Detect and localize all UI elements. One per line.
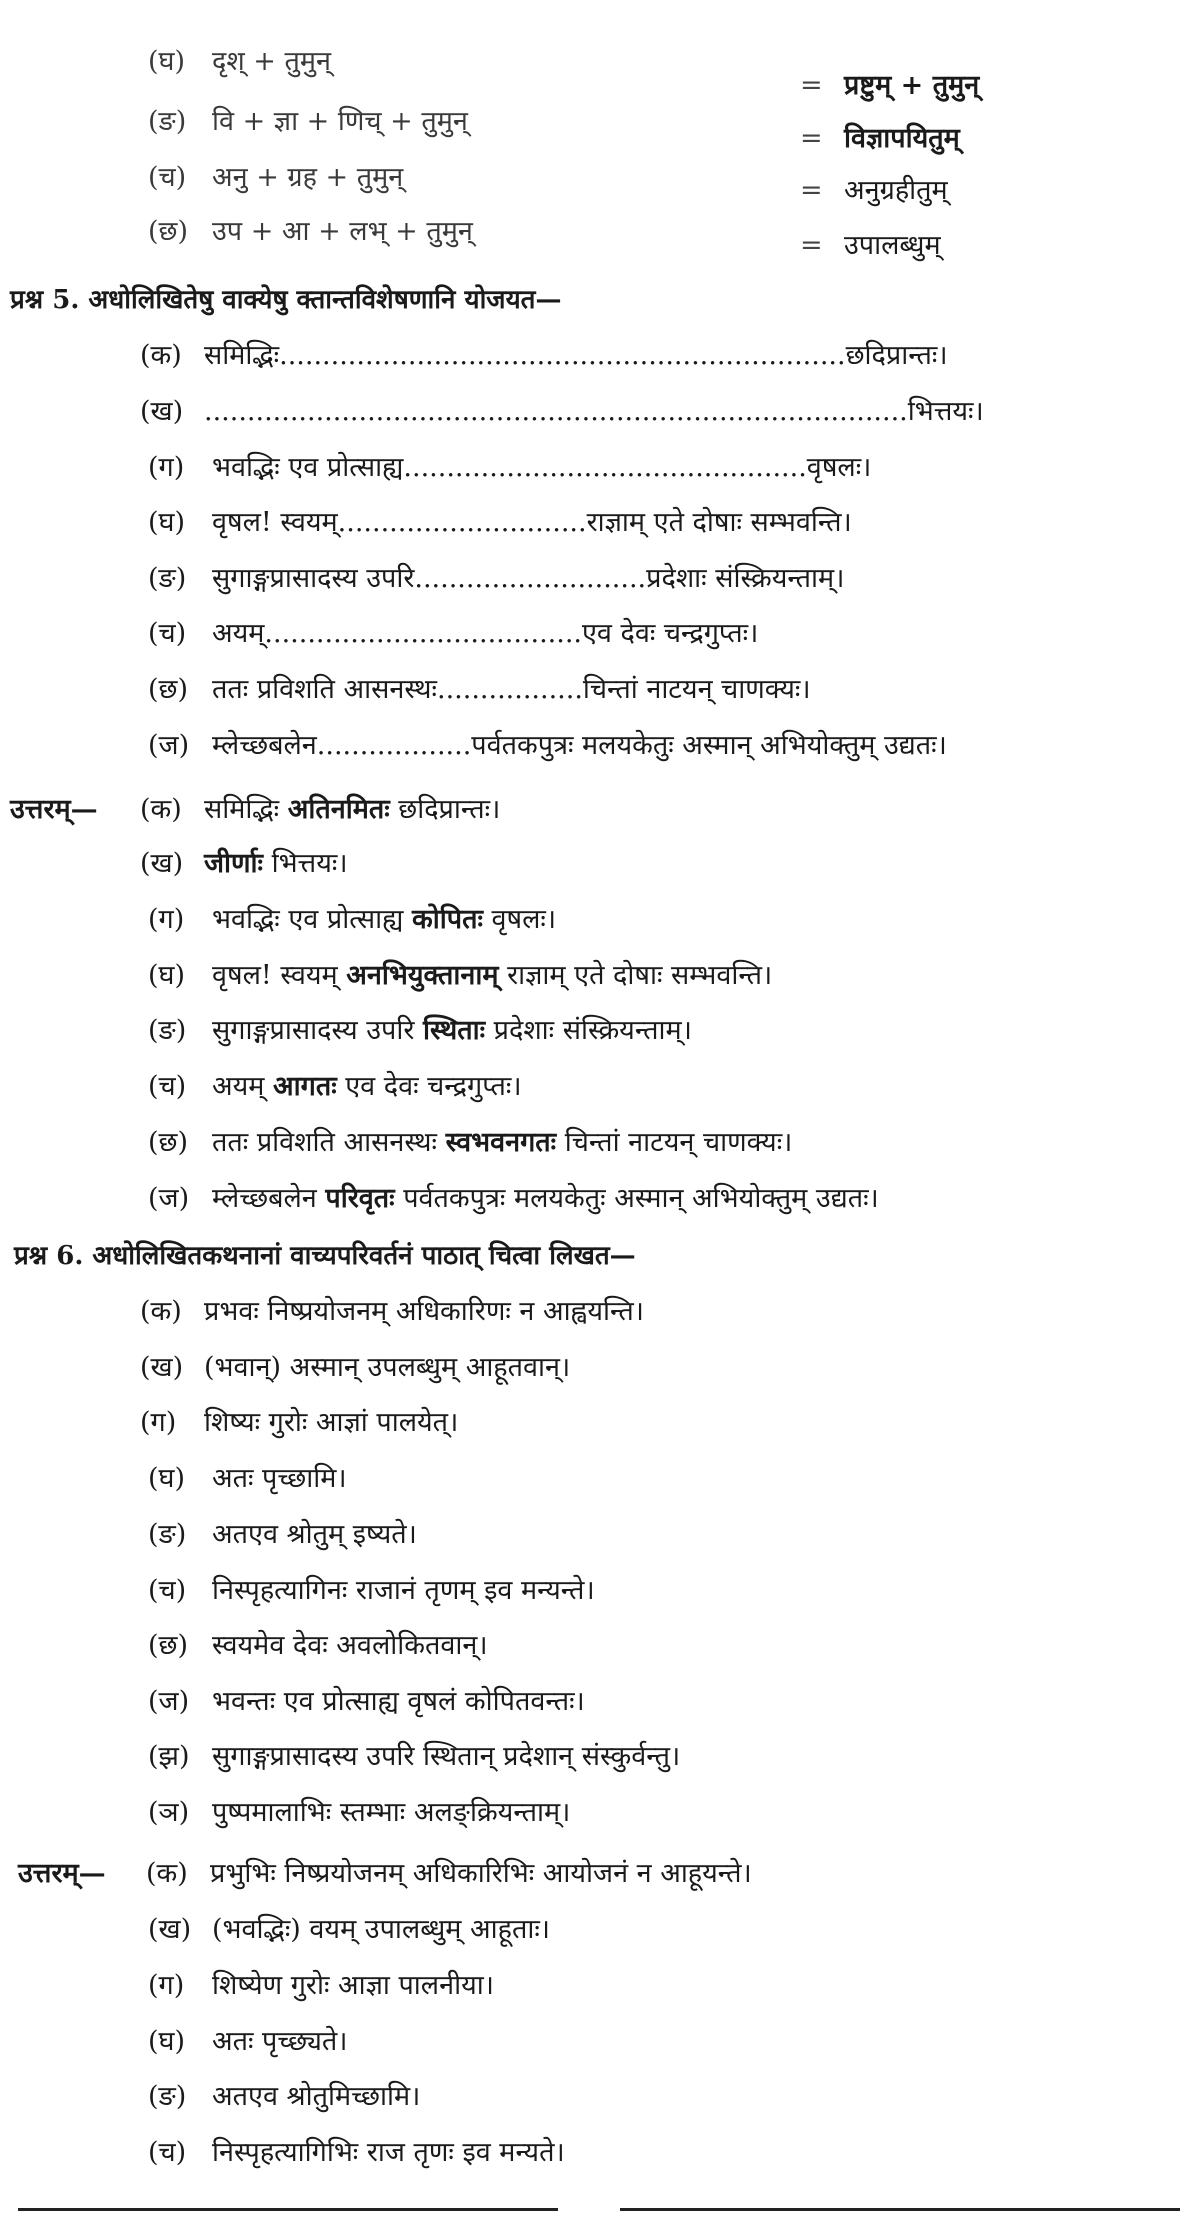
answer-bold: स्वभवनगतः	[445, 1127, 557, 1158]
item-label: (ङ)	[148, 106, 187, 137]
item-text: भवद्भिः एव प्रोत्साह्य...............................................वृषलः।	[212, 452, 872, 483]
top-item-chha	[148, 214, 473, 250]
q6-item-gha	[148, 1461, 347, 1497]
answer-after: चिन्तां नाटयन् चाणक्यः।	[556, 1127, 793, 1158]
q5-answer-nga	[148, 1013, 692, 1049]
question-6-title: प्रश्न 6. अधोलिखितकथनानां वाच्यपरिवर्तनं पाठात् चित्वा लिखत—	[14, 1241, 636, 1271]
top-item-gha	[148, 44, 331, 80]
result-text: अनुग्रहीतुम्	[844, 175, 948, 206]
answer-text: अतः पृच्छ्यते।	[212, 2026, 348, 2057]
item-text: भवन्तः एव प्रोत्साह्य वृषलं कोपितवन्तः।	[212, 1686, 585, 1717]
q5-item-cha	[148, 616, 758, 652]
item-label: (छ)	[148, 1630, 188, 1661]
item-label: (ज)	[148, 1686, 190, 1717]
item-text: अयम्.....................................एव देवः चन्द्रगुप्तः।	[212, 618, 759, 649]
q6-item-chha	[148, 1628, 488, 1664]
result-text: विज्ञापयितुम्	[844, 123, 960, 154]
answer-before: वृषल! स्वयम्	[212, 960, 347, 991]
item-label: (झ)	[148, 1741, 190, 1772]
item-text: पुष्पमालाभिः स्तम्भाः अलङ्क्रियन्ताम्।	[212, 1797, 571, 1828]
item-label: (च)	[148, 162, 187, 193]
item-text: अतः पृच्छामि।	[212, 1463, 347, 1494]
result-text: उपालब्धुम्	[844, 230, 941, 261]
footer-rule-left	[18, 2208, 558, 2211]
answer-before: म्लेच्छबलेन	[212, 1183, 326, 1214]
answer-after: प्रदेशाः संस्क्रियन्ताम्।	[485, 1015, 692, 1046]
item-text: उप + आ + लभ् + तुमुन्	[212, 216, 473, 247]
answer-before: सुगाङ्गप्रासादस्य उपरि	[212, 1015, 423, 1046]
item-label: (क)	[146, 1858, 188, 1889]
answer-text: (भवद्भिः) वयम् उपालब्धुम् आहूताः।	[212, 1914, 551, 1945]
answer-text: शिष्येण गुरोः आज्ञा पालनीया।	[212, 1970, 494, 2001]
q6-item-jha	[148, 1739, 680, 1775]
q5-answer-ka	[10, 792, 500, 828]
answer-prefix: उत्तरम्—	[18, 1858, 106, 1889]
answer-after: भित्तयः।	[263, 848, 348, 879]
q5-answer-gha	[148, 958, 772, 994]
top-result-cha	[800, 173, 948, 209]
top-item-cha	[148, 160, 403, 196]
item-label: (ङ)	[148, 1519, 187, 1550]
item-label: (च)	[148, 618, 187, 649]
item-text: अनु + ग्रह + तुमुन्	[212, 162, 404, 193]
q6-item-nya	[148, 1795, 570, 1831]
item-text: अतएव श्रोतुम् इष्यते।	[212, 1519, 417, 1550]
item-label: (क)	[140, 794, 182, 825]
q5-item-ka	[140, 338, 948, 374]
answer-bold: स्थिताः	[422, 1015, 486, 1046]
item-text: ततः प्रविशति आसनस्थः.................चिन्तां नाटयन् चाणक्यः।	[212, 674, 811, 705]
item-label: (ख)	[140, 1352, 184, 1383]
q5-item-chha	[148, 672, 811, 708]
item-label: (घ)	[148, 46, 186, 77]
item-text: समिद्भिः..................................................................छदिप्रान्तः।	[204, 340, 948, 371]
answer-after: राज्ञाम् एते दोषाः सम्भवन्ति।	[498, 960, 773, 991]
q6-answer-nga	[148, 2079, 420, 2115]
item-label: (ग)	[148, 1970, 185, 2001]
item-text: (भवान्) अस्मान् उपलब्धुम् आहूतवान्।	[204, 1352, 571, 1383]
q5-answer-ga	[148, 902, 556, 938]
item-label: (छ)	[148, 674, 188, 705]
top-result-nga	[800, 121, 960, 157]
item-text: शिष्यः गुरोः आज्ञां पालयेत्।	[204, 1407, 459, 1438]
item-text: दृश् + तुमुन्	[212, 46, 332, 77]
answer-bold: अनभियुक्तानाम्	[346, 960, 499, 991]
answer-after: छदिप्रान्तः।	[389, 794, 501, 825]
q6-answer-kha	[148, 1912, 550, 1948]
answer-bold: परिवृतः	[325, 1183, 395, 1214]
answer-before: समिद्भिः	[204, 794, 288, 825]
top-result-chha	[800, 228, 941, 264]
item-label: (क)	[140, 340, 182, 371]
item-label: (ख)	[140, 848, 184, 879]
answer-bold: आगतः	[273, 1071, 337, 1102]
q6-item-kha	[140, 1350, 570, 1386]
item-label: (ङ)	[148, 2081, 187, 2112]
answer-text: प्रभुभिः निष्प्रयोजनम् अधिकारिभिः आयोजनं न आहूयन्ते।	[210, 1858, 752, 1889]
item-text: सुगाङ्गप्रासादस्य उपरि...........................प्रदेशाः संस्क्रियन्ताम्।	[212, 563, 845, 594]
q6-item-cha	[148, 1573, 595, 1609]
answer-text: निस्पृहत्यागिभिः राज तृणः इव मन्यते।	[212, 2137, 565, 2168]
answer-prefix: उत्तरम्—	[10, 794, 98, 825]
q5-answer-kha	[140, 846, 348, 882]
item-label: (च)	[148, 1575, 187, 1606]
top-result-gha	[800, 68, 979, 104]
item-label: (छ)	[148, 1127, 188, 1158]
item-text: वि + ज्ञा + णिच् + तुमुन्	[212, 106, 468, 137]
item-label: (ञ)	[148, 1797, 190, 1828]
footer-rule-right	[620, 2208, 1180, 2211]
item-text: म्लेच्छबलेन..................पर्वतकपुत्रः मलयकेतुः अस्मान् अभियोक्तुम् उद्यतः।	[212, 730, 947, 761]
answer-text: अतएव श्रोतुमिच्छामि।	[212, 2081, 421, 2112]
item-text: सुगाङ्गप्रासादस्य उपरि स्थितान् प्रदेशान् संस्कुर्वन्तु।	[212, 1741, 681, 1772]
q6-item-nga	[148, 1517, 417, 1553]
equals-sign: =	[800, 175, 823, 206]
q6-item-ka	[140, 1294, 644, 1330]
item-text: वृषल! स्वयम्.............................राज्ञाम् एते दोषाः सम्भवन्ति।	[212, 507, 852, 538]
top-item-nga	[148, 104, 468, 140]
item-text: ..................................................................................भित्तयः।	[204, 396, 984, 427]
q5-item-kha	[140, 394, 984, 430]
item-label: (ग)	[140, 1407, 177, 1438]
item-label: (ख)	[140, 396, 184, 427]
item-label: (घ)	[148, 2026, 186, 2057]
answer-bold: अतिनमितः	[287, 794, 390, 825]
item-label: (ङ)	[148, 1015, 187, 1046]
q6-answer-gha	[148, 2024, 347, 2060]
answer-bold: जीर्णाः	[204, 848, 263, 879]
q5-answer-ja	[148, 1181, 879, 1217]
item-label: (घ)	[148, 507, 186, 538]
item-text: स्वयमेव देवः अवलोकितवान्।	[212, 1630, 488, 1661]
answer-after: पर्वतकपुत्रः मलयकेतुः अस्मान् अभियोक्तुम् उद्यतः।	[394, 1183, 879, 1214]
item-label: (छ)	[148, 216, 188, 247]
item-text: निस्पृहत्यागिनः राजानं तृणम् इव मन्यन्ते।	[212, 1575, 595, 1606]
answer-before: ततः प्रविशति आसनस्थः	[212, 1127, 446, 1158]
item-label: (ज)	[148, 1183, 190, 1214]
answer-before: भवद्भिः एव प्रोत्साह्य	[212, 904, 413, 935]
answer-before: अयम्	[212, 1071, 274, 1102]
item-label: (ज)	[148, 730, 190, 761]
item-label: (घ)	[148, 1463, 186, 1494]
q5-item-nga	[148, 561, 844, 597]
equals-sign: =	[800, 70, 823, 101]
item-label: (च)	[148, 1071, 187, 1102]
item-label: (ङ)	[148, 563, 187, 594]
item-label: (ग)	[148, 452, 185, 483]
answer-bold: कोपितः	[412, 904, 483, 935]
q6-item-ga	[140, 1405, 458, 1441]
equals-sign: =	[800, 123, 823, 154]
q6-answer-cha	[148, 2135, 565, 2171]
answer-after: वृषलः।	[482, 904, 557, 935]
result-text: प्रष्टुम् + तुमुन्	[844, 70, 980, 101]
q5-answer-cha	[148, 1069, 522, 1105]
q5-answer-chha	[148, 1125, 792, 1161]
q5-item-ga	[148, 450, 871, 486]
item-text: प्रभवः निष्प्रयोजनम् अधिकारिणः न आह्वयन्ति।	[204, 1296, 644, 1327]
item-label: (क)	[140, 1296, 182, 1327]
item-label: (ख)	[148, 1914, 192, 1945]
question-5-title: प्रश्न 5. अधोलिखितेषु वाक्येषु क्तान्तविशेषणानि योजयत—	[10, 285, 562, 315]
q5-item-ja	[148, 728, 947, 764]
item-label: (घ)	[148, 960, 186, 991]
q6-answer-ga	[148, 1968, 494, 2004]
q5-item-gha	[148, 505, 852, 541]
equals-sign: =	[800, 230, 823, 261]
item-label: (ग)	[148, 904, 185, 935]
item-label: (च)	[148, 2137, 187, 2168]
answer-after: एव देवः चन्द्रगुप्तः।	[336, 1071, 522, 1102]
q6-item-ja	[148, 1684, 585, 1720]
q6-answer-ka	[18, 1856, 752, 1892]
